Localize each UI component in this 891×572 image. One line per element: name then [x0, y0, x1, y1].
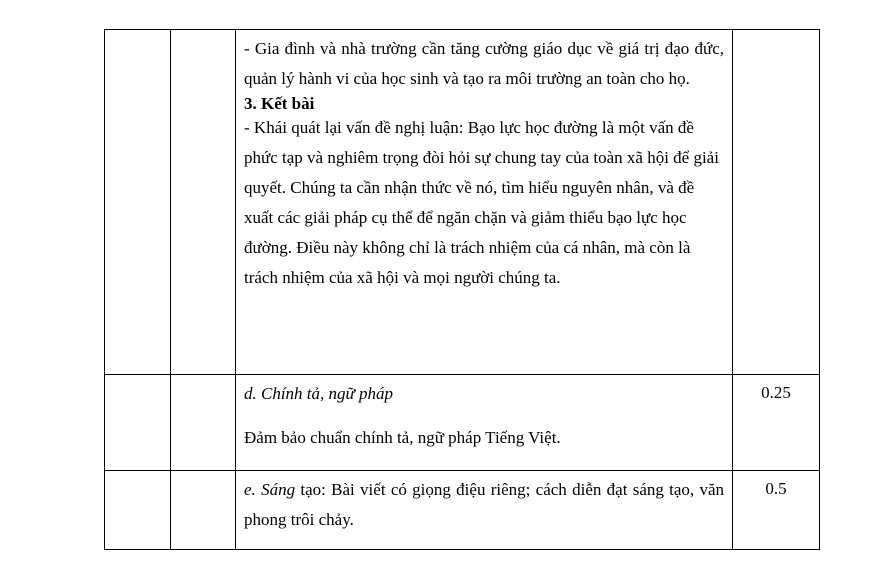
body-paragraph [244, 113, 724, 293]
scoring-table [104, 29, 820, 550]
section-cell [105, 375, 171, 471]
question-cell [171, 471, 236, 550]
section-cell [105, 30, 171, 375]
table-row [105, 471, 820, 550]
criterion-text: Đảm bảo chuẩn chính tả, ngữ pháp Tiếng Việt. [244, 428, 561, 447]
question-cell [171, 30, 236, 375]
content-cell [236, 30, 733, 375]
section-heading: 3. Kết bài [244, 94, 315, 113]
criterion-title: d. Chính tả, ngữ pháp [244, 384, 394, 403]
content-cell [236, 375, 733, 471]
criterion-paragraph [244, 475, 724, 535]
criterion-text: tạo: Bài viết có giọng điệu riêng; cách diễn đạt sáng tạo, văn phong trôi chảy. [244, 480, 725, 529]
content-cell [236, 471, 733, 550]
question-cell [171, 375, 236, 471]
score-cell: 0.5 [733, 471, 820, 550]
criterion-title: e. Sáng [244, 480, 296, 499]
conclusion-text: - Khái quát lại vấn đề nghị luận: Bạo lực học đường là một vấn đề phức tạp và nghiêm trọng đòi hỏi sự chung tay của toàn xã hội để giải quyết. Chúng ta cần nhận thức về nó, tìm hiểu nguyên nhân, và đề xuất các giải pháp cụ thể để ngăn chặn và giảm thiểu bạo lực học đường. Điều này không chỉ là trách nhiệm của cá nhân, mà còn là trách nhiệm của xã hội và mọi người chúng ta. [244, 118, 719, 287]
body-paragraph: - Gia đình và nhà trường cần tăng cường giáo dục về giá trị đạo đức, quản lý hành vi của học sinh và tạo ra môi trường an toàn cho họ. [244, 39, 724, 88]
table-row [105, 375, 820, 471]
score-cell: 0.25 [733, 375, 820, 471]
section-cell [105, 471, 171, 550]
score-cell [733, 30, 820, 375]
table-row [105, 30, 820, 375]
